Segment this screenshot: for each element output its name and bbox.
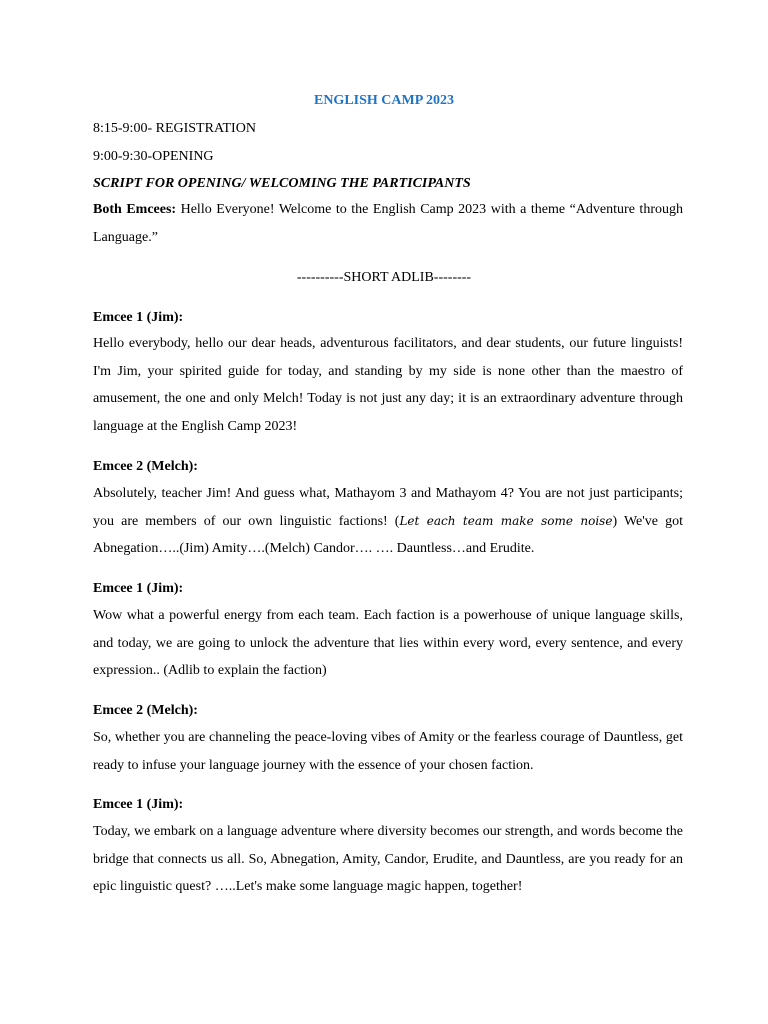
speaker-label: Emcee 1 (Jim): — [93, 581, 184, 596]
short-adlib-divider: ----------SHORT ADLIB-------- — [296, 270, 472, 285]
document-title: ENGLISH CAMP 2023 — [313, 93, 454, 108]
dialogue-text: Hello everybody, hello our dear heads, adventurous facilitators, and dear students, our future linguists! I'm Jim, your spirited guide for today, and standing by my side is none other than the maestro of amusement, the one and only Melch! Today is not just any day; it is an extraordinary adventure through language at the English Camp 2023! — [93, 336, 683, 435]
schedule-registration: 8:15-9:00- REGISTRATION — [93, 121, 256, 136]
speaker-label: Emcee 1 (Jim): — [93, 797, 184, 812]
speaker-label: Emcee 1 (Jim): — [93, 310, 184, 325]
dialogue-text: ) We've got Abnegation…..(Jim) Amity….(Melch) Candor…. …. Dauntless…and Erudite. — [93, 513, 683, 557]
dialogue-paragraph — [93, 818, 683, 901]
dialogue-paragraph — [93, 602, 683, 685]
dialogue-paragraph — [93, 330, 683, 441]
dialogue-text: Today, we embark on a language adventure where diversity becomes our strength, and words become the bridge that connects us all. So, Abnegation, Amity, Candor, Erudite, and Dauntless, are you ready for an epic linguistic quest? …..Let's make some language magic happen, together! — [93, 824, 683, 895]
dialogue-text: Hello Everyone! Welcome to the English Camp 2023 with a theme “Adventure through Language.” — [93, 202, 683, 245]
dialogue-paragraph — [93, 480, 683, 563]
dialogue-text: Wow what a powerful energy from each team. Each faction is a powerhouse of unique language skills, and today, we are going to unlock the adventure that lies within every word, every sentence, and every expression.. (Adlib to explain the faction) — [93, 608, 683, 679]
dialogue-text: Absolutely, teacher Jim! And guess what, Mathayom 3 and Mathayom 4? You are not just participants; you are members of our own linguistic factions! ( — [93, 486, 683, 529]
schedule-opening: 9:00-9:30-OPENING — [93, 149, 214, 164]
stage-direction: Let each team make some noise — [399, 513, 613, 528]
both-emcees-paragraph — [93, 196, 683, 251]
speaker-label: Emcee 2 (Melch): — [93, 703, 198, 718]
dialogue-paragraph — [93, 724, 683, 779]
speaker-label: Both Emcees: — [93, 202, 177, 217]
speaker-label: Emcee 2 (Melch): — [93, 459, 198, 474]
dialogue-text: So, whether you are channeling the peace-loving vibes of Amity or the fearless courage of Dauntless, get ready to infuse your language journey with the essence of your chosen faction. — [93, 730, 683, 773]
script-heading: SCRIPT FOR OPENING/ WELCOMING THE PARTICIPANTS — [93, 176, 471, 191]
